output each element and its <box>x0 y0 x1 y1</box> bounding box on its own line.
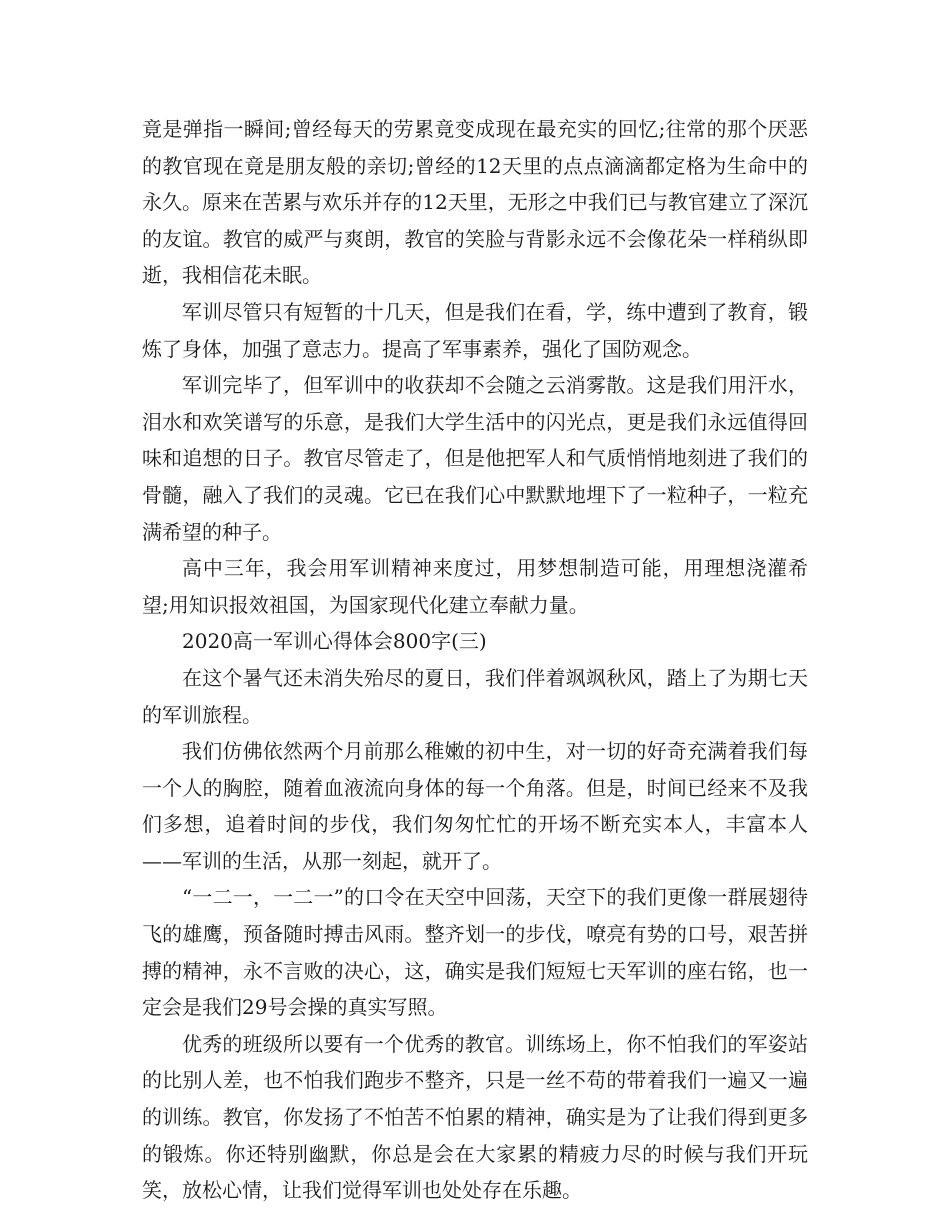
section-heading: 2020高一军训心得体会800字(三) <box>182 629 487 654</box>
paragraph-3: 军训完毕了，但军训中的收获却不会随之云消雾散。这是我们用汗水，泪水和欢笑谱写的乐意，是我们大学生活中的闪光点，更是我们永远值得回味和追想的日子。教官尽管走了，但是他把军人和气质悄悄地刻进了我们的骨髓，融入了我们的灵魂。它已在我们心中默默地埋下了一粒种子，一粒充满希望的种子。 <box>142 373 808 544</box>
paragraph-4: 高中三年，我会用军训精神来度过，用梦想制造可能，用理想浇灌希望;用知识报效祖国，为国家现代化建立奉献力量。 <box>142 556 808 617</box>
paragraph-8: 优秀的班级所以要有一个优秀的教官。训练场上，你不怕我们的军姿站的比别人差，也不怕我们跑步不整齐，只是一丝不苟的带着我们一遍又一遍的训练。教官，你发扬了不怕苦不怕累的精神，确实是为了让我们得到更多的锻炼。你还特别幽默，你总是会在大家累的精疲力尽的时候与我们开玩笑，放松心情，让我们觉得军训也处处存在乐趣。 <box>142 1031 808 1203</box>
paragraph-7: “一二一，一二一”的口令在天空中回荡，天空下的我们更像一群展翅待飞的雄鹰，预备随时搏击风雨。整齐划一的步伐，嘹亮有势的口号，艰苦拼搏的精神，永不言败的决心，这，确实是我们短短七天军训的座右铭，也一定会是我们29号会操的真实写照。 <box>142 885 808 1020</box>
paragraph-1: 竟是弹指一瞬间;曾经每天的劳累竟变成现在最充实的回忆;往常的那个厌恶的教官现在竟是朋友般的亲切;曾经的12天里的点点滴滴都定格为生命中的永久。原来在苦累与欢乐并存的12天里，无形之中我们已与教官建立了深沉的友谊。教官的威严与爽朗，教官的笑脸与背影永远不会像花朵一样稍纵即逝，我相信花未眠。 <box>142 117 808 288</box>
paragraph-2: 军训尽管只有短暂的十几天，但是我们在看，学，练中遭到了教育，锻炼了身体，加强了意志力。提高了军事素养，强化了国防观念。 <box>142 299 808 361</box>
paragraph-6: 我们仿佛依然两个月前那么稚嫩的初中生，对一切的好奇充满着我们每一个人的胸腔，随着血液流向身体的每一个角落。但是，时间已经来不及我们多想，追着时间的步伐，我们匆匆忙忙的开场不断充实本人，丰富本人——军训的生活，从那一刻起，就开了。 <box>142 739 808 873</box>
document-body <box>142 111 808 1209</box>
paragraph-5: 在这个暑气还未消失殆尽的夏日，我们伴着飒飒秋风，踏上了为期七天的军训旅程。 <box>142 665 808 727</box>
